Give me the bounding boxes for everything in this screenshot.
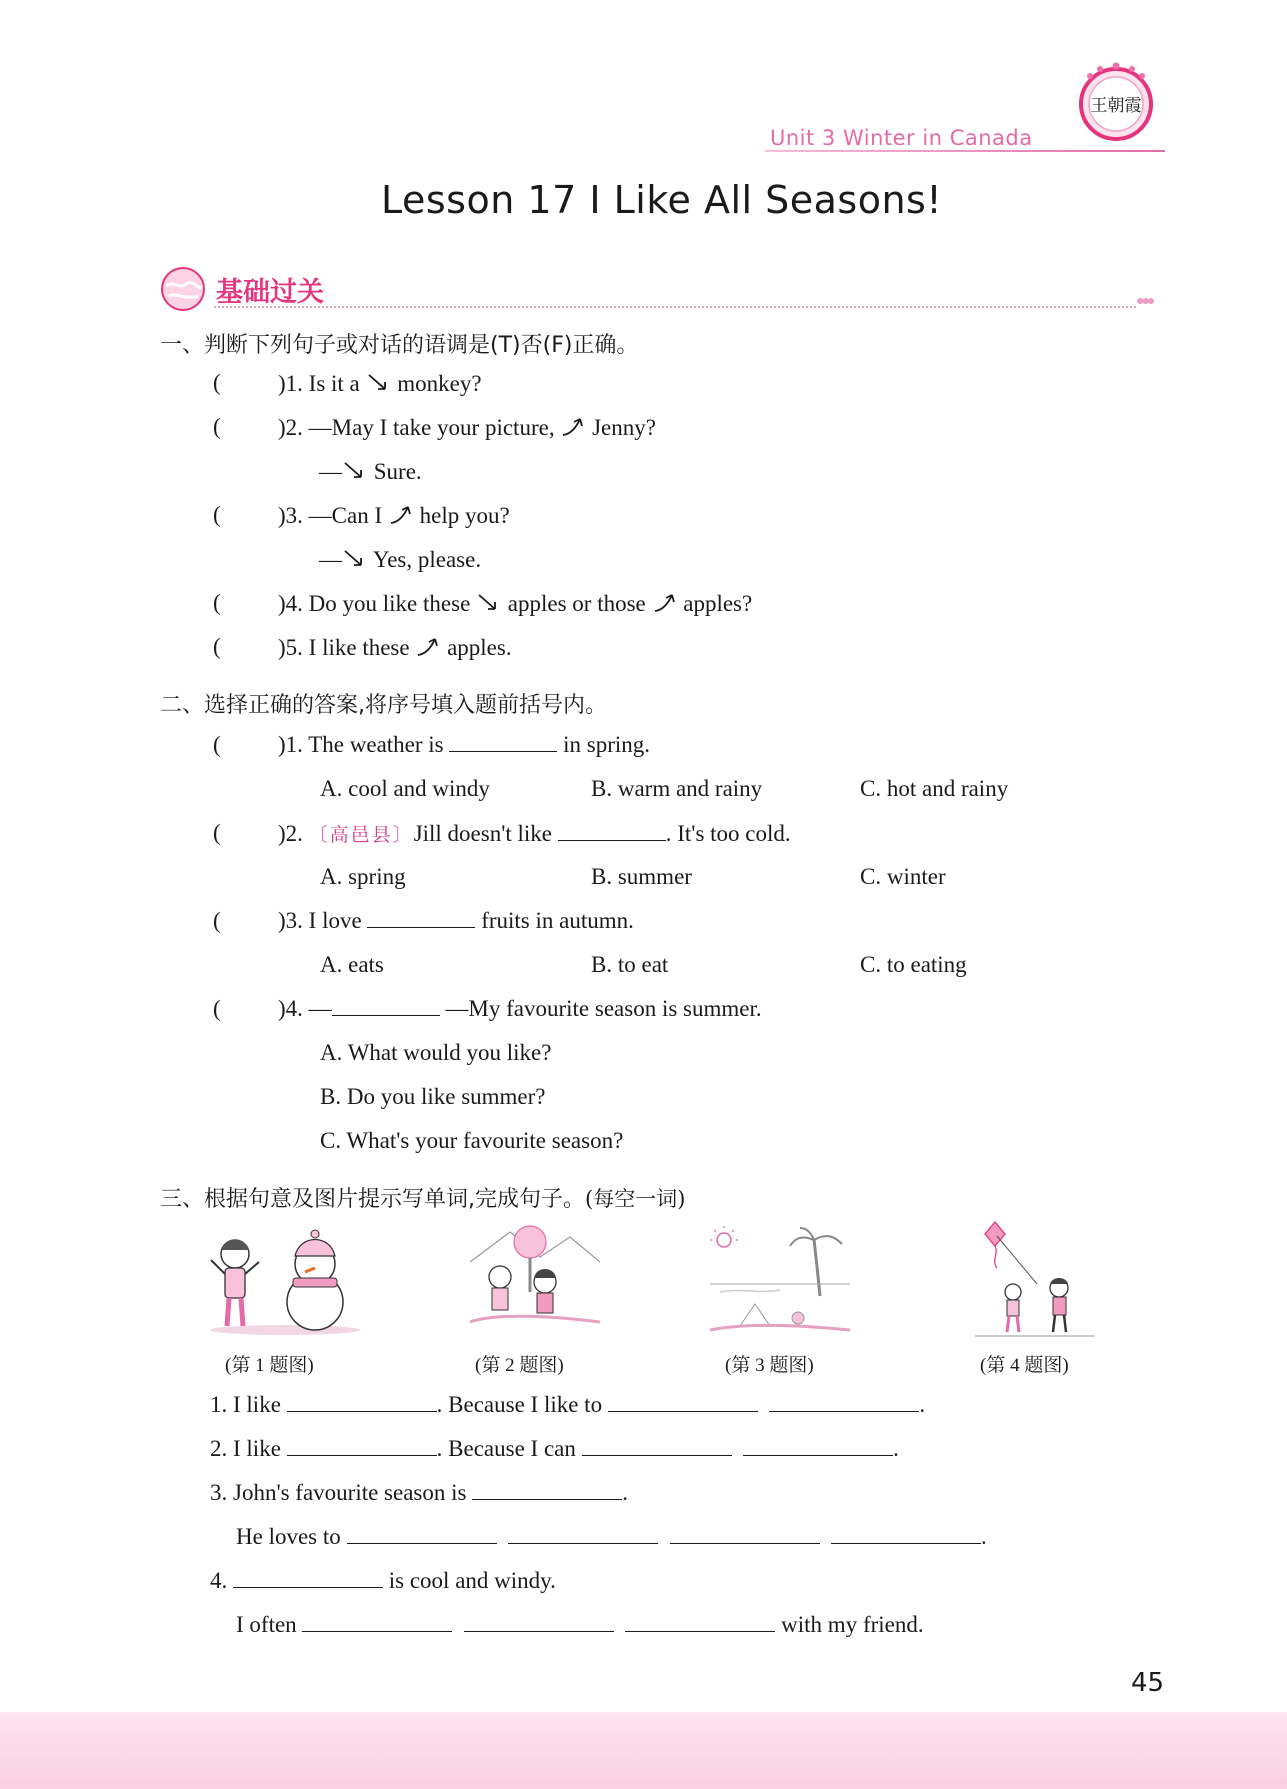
page-number: 45 — [1131, 1668, 1165, 1698]
rising-intonation-icon — [388, 502, 414, 528]
picture-caption: (第 1 题图) — [225, 1355, 314, 1376]
part3-heading: 三、根据句意及图片提示写单词,完成句子。(每空一词) — [160, 1187, 686, 1212]
answer-blank[interactable] — [608, 1393, 758, 1412]
answer-blank[interactable] — [769, 1393, 919, 1412]
part3-line-2: 2. I like . Because I can . — [210, 1436, 899, 1461]
option[interactable]: B. to eat — [591, 952, 669, 977]
part3-line-4b: I often with my friend. — [236, 1612, 924, 1637]
falling-intonation-icon — [366, 370, 392, 396]
answer-paren[interactable]: ( — [213, 996, 221, 1021]
answer-paren[interactable]: ( — [213, 820, 221, 845]
snowman-picture — [205, 1226, 365, 1336]
answer-blank[interactable] — [287, 1437, 437, 1456]
answer-paren[interactable]: ( — [213, 908, 221, 933]
answer-blank[interactable] — [472, 1481, 622, 1500]
section-rule — [214, 306, 1136, 308]
option[interactable]: A. spring — [320, 864, 406, 889]
part1-item-3: )3. —Can I help you? — [278, 503, 510, 528]
part2-q3: )3. I love fruits in autumn. — [278, 908, 634, 933]
option[interactable]: C. winter — [860, 864, 946, 889]
option[interactable]: C. What's your favourite season? — [320, 1128, 624, 1153]
part1-item-2-reply: — Sure. — [319, 459, 422, 484]
answer-paren[interactable]: ( — [213, 414, 221, 439]
option[interactable]: A. cool and windy — [320, 776, 490, 801]
option[interactable]: A. What would you like? — [320, 1040, 552, 1065]
part2-q1: )1. The weather is in spring. — [278, 732, 651, 757]
answer-paren[interactable]: ( — [213, 732, 221, 757]
unit-label: Unit 3 Winter in Canada — [770, 126, 1033, 150]
part1-heading: 一、判断下列句子或对话的语调是(T)否(F)正确。 — [160, 333, 639, 358]
option[interactable]: A. eats — [320, 952, 384, 977]
falling-intonation-icon — [342, 546, 368, 572]
answer-blank[interactable] — [625, 1613, 775, 1632]
rising-intonation-icon — [652, 590, 678, 616]
part1-item-3-reply: — Yes, please. — [319, 547, 482, 572]
rising-intonation-icon — [415, 634, 441, 660]
part2-q2: )2. 〔高邑县〕Jill doesn't like . It's too cold. — [278, 821, 791, 846]
option[interactable]: B. Do you like summer? — [320, 1084, 546, 1109]
answer-blank[interactable] — [831, 1525, 981, 1544]
part3-line-1: 1. I like . Because I like to . — [210, 1392, 926, 1417]
option[interactable]: C. to eating — [860, 952, 967, 977]
spring-planting-picture — [470, 1222, 600, 1337]
option[interactable]: B. summer — [591, 864, 692, 889]
picture-caption: (第 3 题图) — [725, 1355, 814, 1376]
answer-blank[interactable] — [508, 1525, 658, 1544]
part3-line-3: 3. John's favourite season is . — [210, 1480, 628, 1505]
falling-intonation-icon — [342, 458, 368, 484]
picture-caption: (第 2 题图) — [475, 1355, 564, 1376]
kite-flying-picture — [975, 1220, 1095, 1340]
answer-blank[interactable] — [558, 822, 666, 841]
section-label: 基础过关 — [216, 277, 324, 308]
globe-icon — [160, 266, 206, 312]
unit-rule — [765, 150, 1165, 152]
answer-paren[interactable]: ( — [213, 370, 221, 395]
part3-line-4: 4. is cool and windy. — [210, 1568, 556, 1593]
answer-blank[interactable] — [332, 997, 440, 1016]
option[interactable]: B. warm and rainy — [591, 776, 763, 801]
part2-q4: )4. — —My favourite season is summer. — [278, 996, 762, 1021]
answer-blank[interactable] — [743, 1437, 893, 1456]
answer-blank[interactable] — [582, 1437, 732, 1456]
part1-item-1: )1. Is it a monkey? — [278, 371, 482, 396]
answer-blank[interactable] — [367, 909, 475, 928]
part1-item-5: )5. I like these apples. — [278, 635, 512, 660]
part3-line-3b: He loves to . — [236, 1524, 987, 1549]
answer-blank[interactable] — [464, 1613, 614, 1632]
region-tag: 〔高邑县〕 — [308, 825, 414, 846]
answer-blank[interactable] — [347, 1525, 497, 1544]
option[interactable]: C. hot and rainy — [860, 776, 1009, 801]
part1-item-4: )4. Do you like these apples or those apples? — [278, 591, 753, 616]
falling-intonation-icon — [476, 590, 502, 616]
logo-badge-icon — [1076, 62, 1156, 142]
section-dots: ●●● — [1136, 294, 1153, 309]
answer-paren[interactable]: ( — [213, 590, 221, 615]
answer-blank[interactable] — [233, 1569, 383, 1588]
picture-caption: (第 4 题图) — [980, 1355, 1069, 1376]
footer-band — [0, 1712, 1287, 1789]
answer-blank[interactable] — [449, 733, 557, 752]
logo-text: 王朝霞 — [1090, 96, 1142, 116]
beach-picture — [710, 1226, 850, 1336]
answer-blank[interactable] — [670, 1525, 820, 1544]
page-title: Lesson 17 I Like All Seasons! — [381, 178, 943, 222]
answer-blank[interactable] — [287, 1393, 437, 1412]
part1-item-2: )2. —May I take your picture, Jenny? — [278, 415, 656, 440]
answer-blank[interactable] — [302, 1613, 452, 1632]
rising-intonation-icon — [560, 414, 586, 440]
part2-heading: 二、选择正确的答案,将序号填入题前括号内。 — [160, 693, 607, 718]
answer-paren[interactable]: ( — [213, 634, 221, 659]
answer-paren[interactable]: ( — [213, 502, 221, 527]
